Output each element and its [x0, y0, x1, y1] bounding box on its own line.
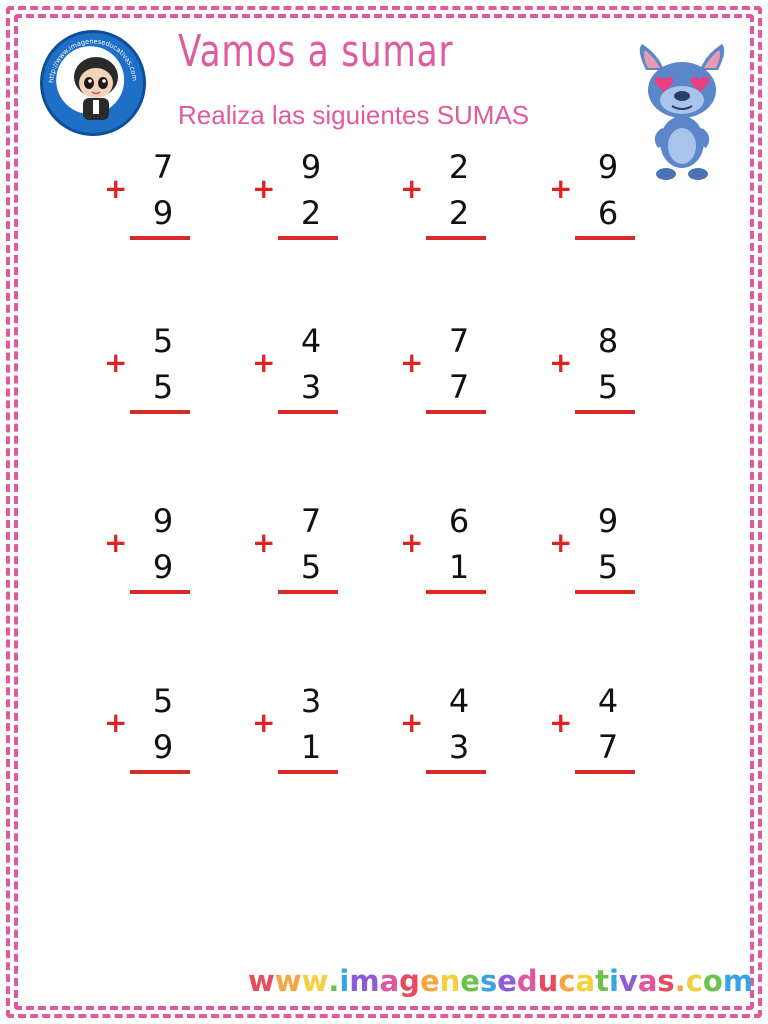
- addition-problem: [104, 502, 214, 620]
- addend-bottom: 7: [597, 728, 619, 766]
- plus-sign: +: [104, 526, 128, 559]
- addend-top: 8: [597, 322, 619, 360]
- addend-top: 5: [152, 682, 174, 720]
- addend-top: 6: [448, 502, 470, 540]
- addend-top: 7: [152, 148, 174, 186]
- addend-bottom: 6: [597, 194, 619, 232]
- addend-top: 9: [597, 148, 619, 186]
- answer-line: [426, 770, 486, 774]
- addend-top: 2: [448, 148, 470, 186]
- plus-sign: +: [252, 172, 276, 205]
- answer-line: [130, 236, 190, 240]
- answer-line: [426, 410, 486, 414]
- footer-url-text: www.imageneseducativas.com: [248, 964, 754, 998]
- addend-bottom: 5: [300, 548, 322, 586]
- addition-problem: [252, 148, 362, 266]
- addend-bottom: 1: [300, 728, 322, 766]
- page-title: Vamos a sumar: [178, 26, 454, 77]
- addend-top: 5: [152, 322, 174, 360]
- answer-line: [278, 410, 338, 414]
- addition-problem: [549, 682, 659, 800]
- plus-sign: +: [400, 526, 424, 559]
- addend-top: 4: [300, 322, 322, 360]
- addend-bottom: 3: [300, 368, 322, 406]
- addend-bottom: 3: [448, 728, 470, 766]
- girl-avatar-logo-icon: [40, 30, 146, 136]
- addend-bottom: 9: [152, 548, 174, 586]
- plus-sign: +: [549, 172, 573, 205]
- addend-top: 7: [448, 322, 470, 360]
- answer-line: [130, 590, 190, 594]
- addend-bottom: 9: [152, 728, 174, 766]
- addend-bottom: 9: [152, 194, 174, 232]
- plus-sign: +: [549, 526, 573, 559]
- addend-top: 3: [300, 682, 322, 720]
- addition-problem: [549, 502, 659, 620]
- addition-problem: [104, 682, 214, 800]
- page-subtitle: Realiza las siguientes SUMAS: [178, 100, 530, 130]
- addend-top: 9: [300, 148, 322, 186]
- answer-line: [130, 410, 190, 414]
- addend-top: 9: [597, 502, 619, 540]
- addition-problem: [252, 322, 362, 440]
- addition-problem: [252, 502, 362, 620]
- plus-sign: +: [400, 172, 424, 205]
- plus-sign: +: [400, 346, 424, 379]
- addend-top: 4: [597, 682, 619, 720]
- answer-line: [575, 770, 635, 774]
- addend-bottom: 5: [152, 368, 174, 406]
- addition-problem: [252, 682, 362, 800]
- addition-problem: [400, 148, 510, 266]
- addend-bottom: 7: [448, 368, 470, 406]
- footer-website-url: [248, 964, 753, 998]
- answer-line: [130, 770, 190, 774]
- answer-line: [278, 236, 338, 240]
- plus-sign: +: [252, 346, 276, 379]
- answer-line: [575, 410, 635, 414]
- plus-sign: +: [549, 706, 573, 739]
- plus-sign: +: [252, 526, 276, 559]
- answer-line: [278, 770, 338, 774]
- addition-problem: [400, 502, 510, 620]
- plus-sign: +: [104, 706, 128, 739]
- addition-problem: [104, 322, 214, 440]
- plus-sign: +: [400, 706, 424, 739]
- plus-sign: +: [252, 706, 276, 739]
- addition-problem: [400, 682, 510, 800]
- answer-line: [426, 590, 486, 594]
- plus-sign: +: [549, 346, 573, 379]
- addition-problem: [104, 148, 214, 266]
- plus-sign: +: [104, 172, 128, 205]
- logo-ring-text: http://www.imageneseducativas.com: [47, 37, 139, 84]
- answer-line: [278, 590, 338, 594]
- addend-bottom: 2: [300, 194, 322, 232]
- addition-problem: [400, 322, 510, 440]
- addend-bottom: 1: [448, 548, 470, 586]
- addition-problem: [549, 322, 659, 440]
- addend-top: 4: [448, 682, 470, 720]
- answer-line: [426, 236, 486, 240]
- addend-top: 9: [152, 502, 174, 540]
- plus-sign: +: [104, 346, 128, 379]
- answer-line: [575, 236, 635, 240]
- answer-line: [575, 590, 635, 594]
- addition-problem: [549, 148, 659, 266]
- addend-bottom: 5: [597, 368, 619, 406]
- addend-top: 7: [300, 502, 322, 540]
- addend-bottom: 5: [597, 548, 619, 586]
- addend-bottom: 2: [448, 194, 470, 232]
